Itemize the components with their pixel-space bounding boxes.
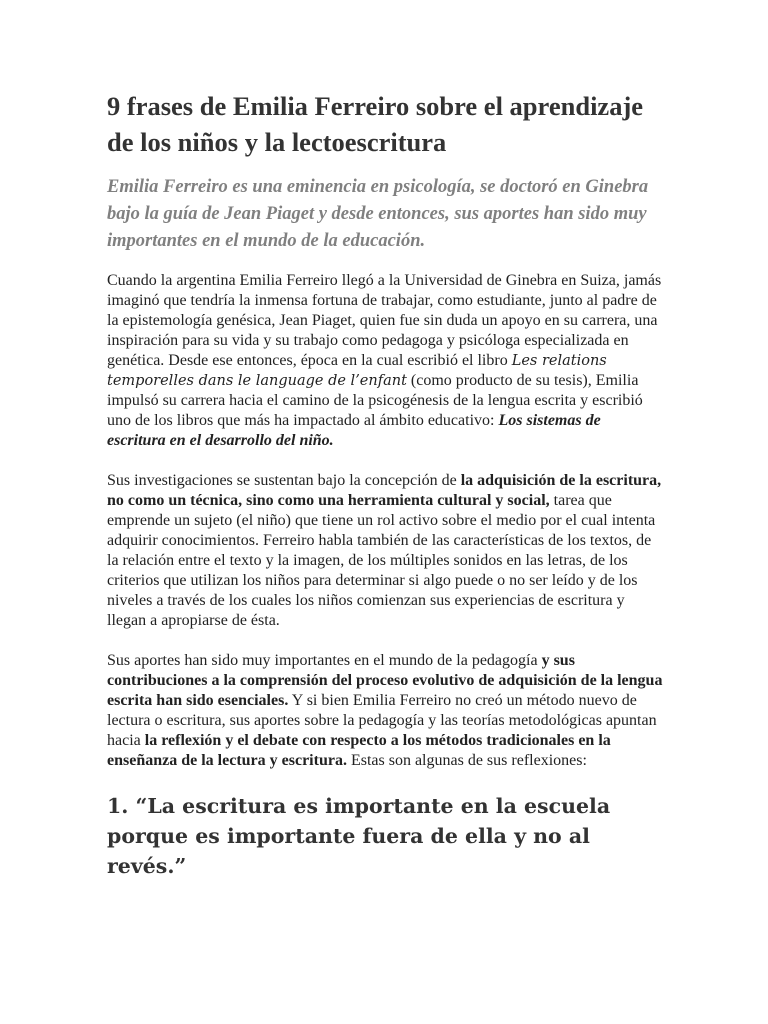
document-page	[107, 88, 663, 881]
paragraph-3-bold-a: y sus contribuciones a la comprensión del proceso evolutivo de adquisición de la lengua escrita han sido esenciales.	[107, 652, 663, 709]
article-title: 9 frases de Emilia Ferreiro sobre el aprendizaje de los niños y la lectoescritura	[107, 91, 644, 157]
paragraph-3-text-c: Estas son algunas de sus reflexiones:	[346, 752, 587, 769]
paragraph-2	[107, 471, 663, 631]
paragraph-2-bold-a: la adquisición de la escritura, no como un técnica, sino como una herramienta cultural y social,	[107, 472, 662, 509]
paragraph-3-text-b: Y si bien Emilia Ferreiro no creó un método nuevo de lectura o escritura, sus aportes sobre la pedagogía y las teorías metodológicas apuntan hacia	[107, 692, 657, 749]
article-subtitle: Emilia Ferreiro es una eminencia en psicología, se doctoró en Ginebra bajo la guía de Jean Piaget y desde entonces, sus aportes han sido muy importantes en el mundo de la educación.	[107, 177, 649, 251]
quote-heading-1: 1. “La escritura es importante en la escuela porque es importante fuera de ella y no al revés.”	[107, 794, 611, 878]
paragraph-3-bold-b: la reflexión y el debate con respecto a los métodos tradicionales en la enseñanza de la lectura y escritura.	[107, 732, 611, 769]
paragraph-2-text-a: Sus investigaciones se sustentan bajo la concepción de	[107, 472, 461, 489]
paragraph-2-text-b: tarea que emprende un sujeto (el niño) que tiene un rol activo sobre el medio por el cual intenta adquirir conocimientos. Ferreiro habla también de las características de los textos, de la relación entre el texto y la imagen, de los múltiples sonidos en las letras, de los criterios que utilizan los niños para determinar si algo puede o no ser leído y de los niveles a través de los cuales los niños comienzan sus experiencias de escritura y llegan a apropiarse de ésta.	[107, 492, 656, 629]
paragraph-1-text-a: Cuando la argentina Emilia Ferreiro llegó a la Universidad de Ginebra en Suiza, jamás imaginó que tendría la inmensa fortuna de trabajar, como estudiante, junto al padre de la epistemología genésica, Jean Piaget, quien fue sin duda un apoyo en su carrera, una inspiración para su vida y su trabajo como pedagoga y psicóloga especializada en genética. Desde ese entonces, época en la cual escribió el libro	[107, 272, 662, 369]
paragraph-3-text-a: Sus aportes han sido muy importantes en el mundo de la pedagogía	[107, 652, 542, 669]
paragraph-3	[107, 651, 663, 771]
paragraph-1	[107, 271, 663, 451]
book-title-sistemas-escritura: Los sistemas de escritura en el desarrollo del niño.	[107, 412, 601, 449]
book-title-les-relations: Les relations temporelles dans le language de l’enfant	[107, 353, 607, 389]
paragraph-1-text-b: (como producto de su tesis), Emilia impulsó su carrera hacia el camino de la psicogénesis de la lengua escrita y escribió uno de los libros que más ha impactado al ámbito educativo:	[107, 372, 643, 429]
